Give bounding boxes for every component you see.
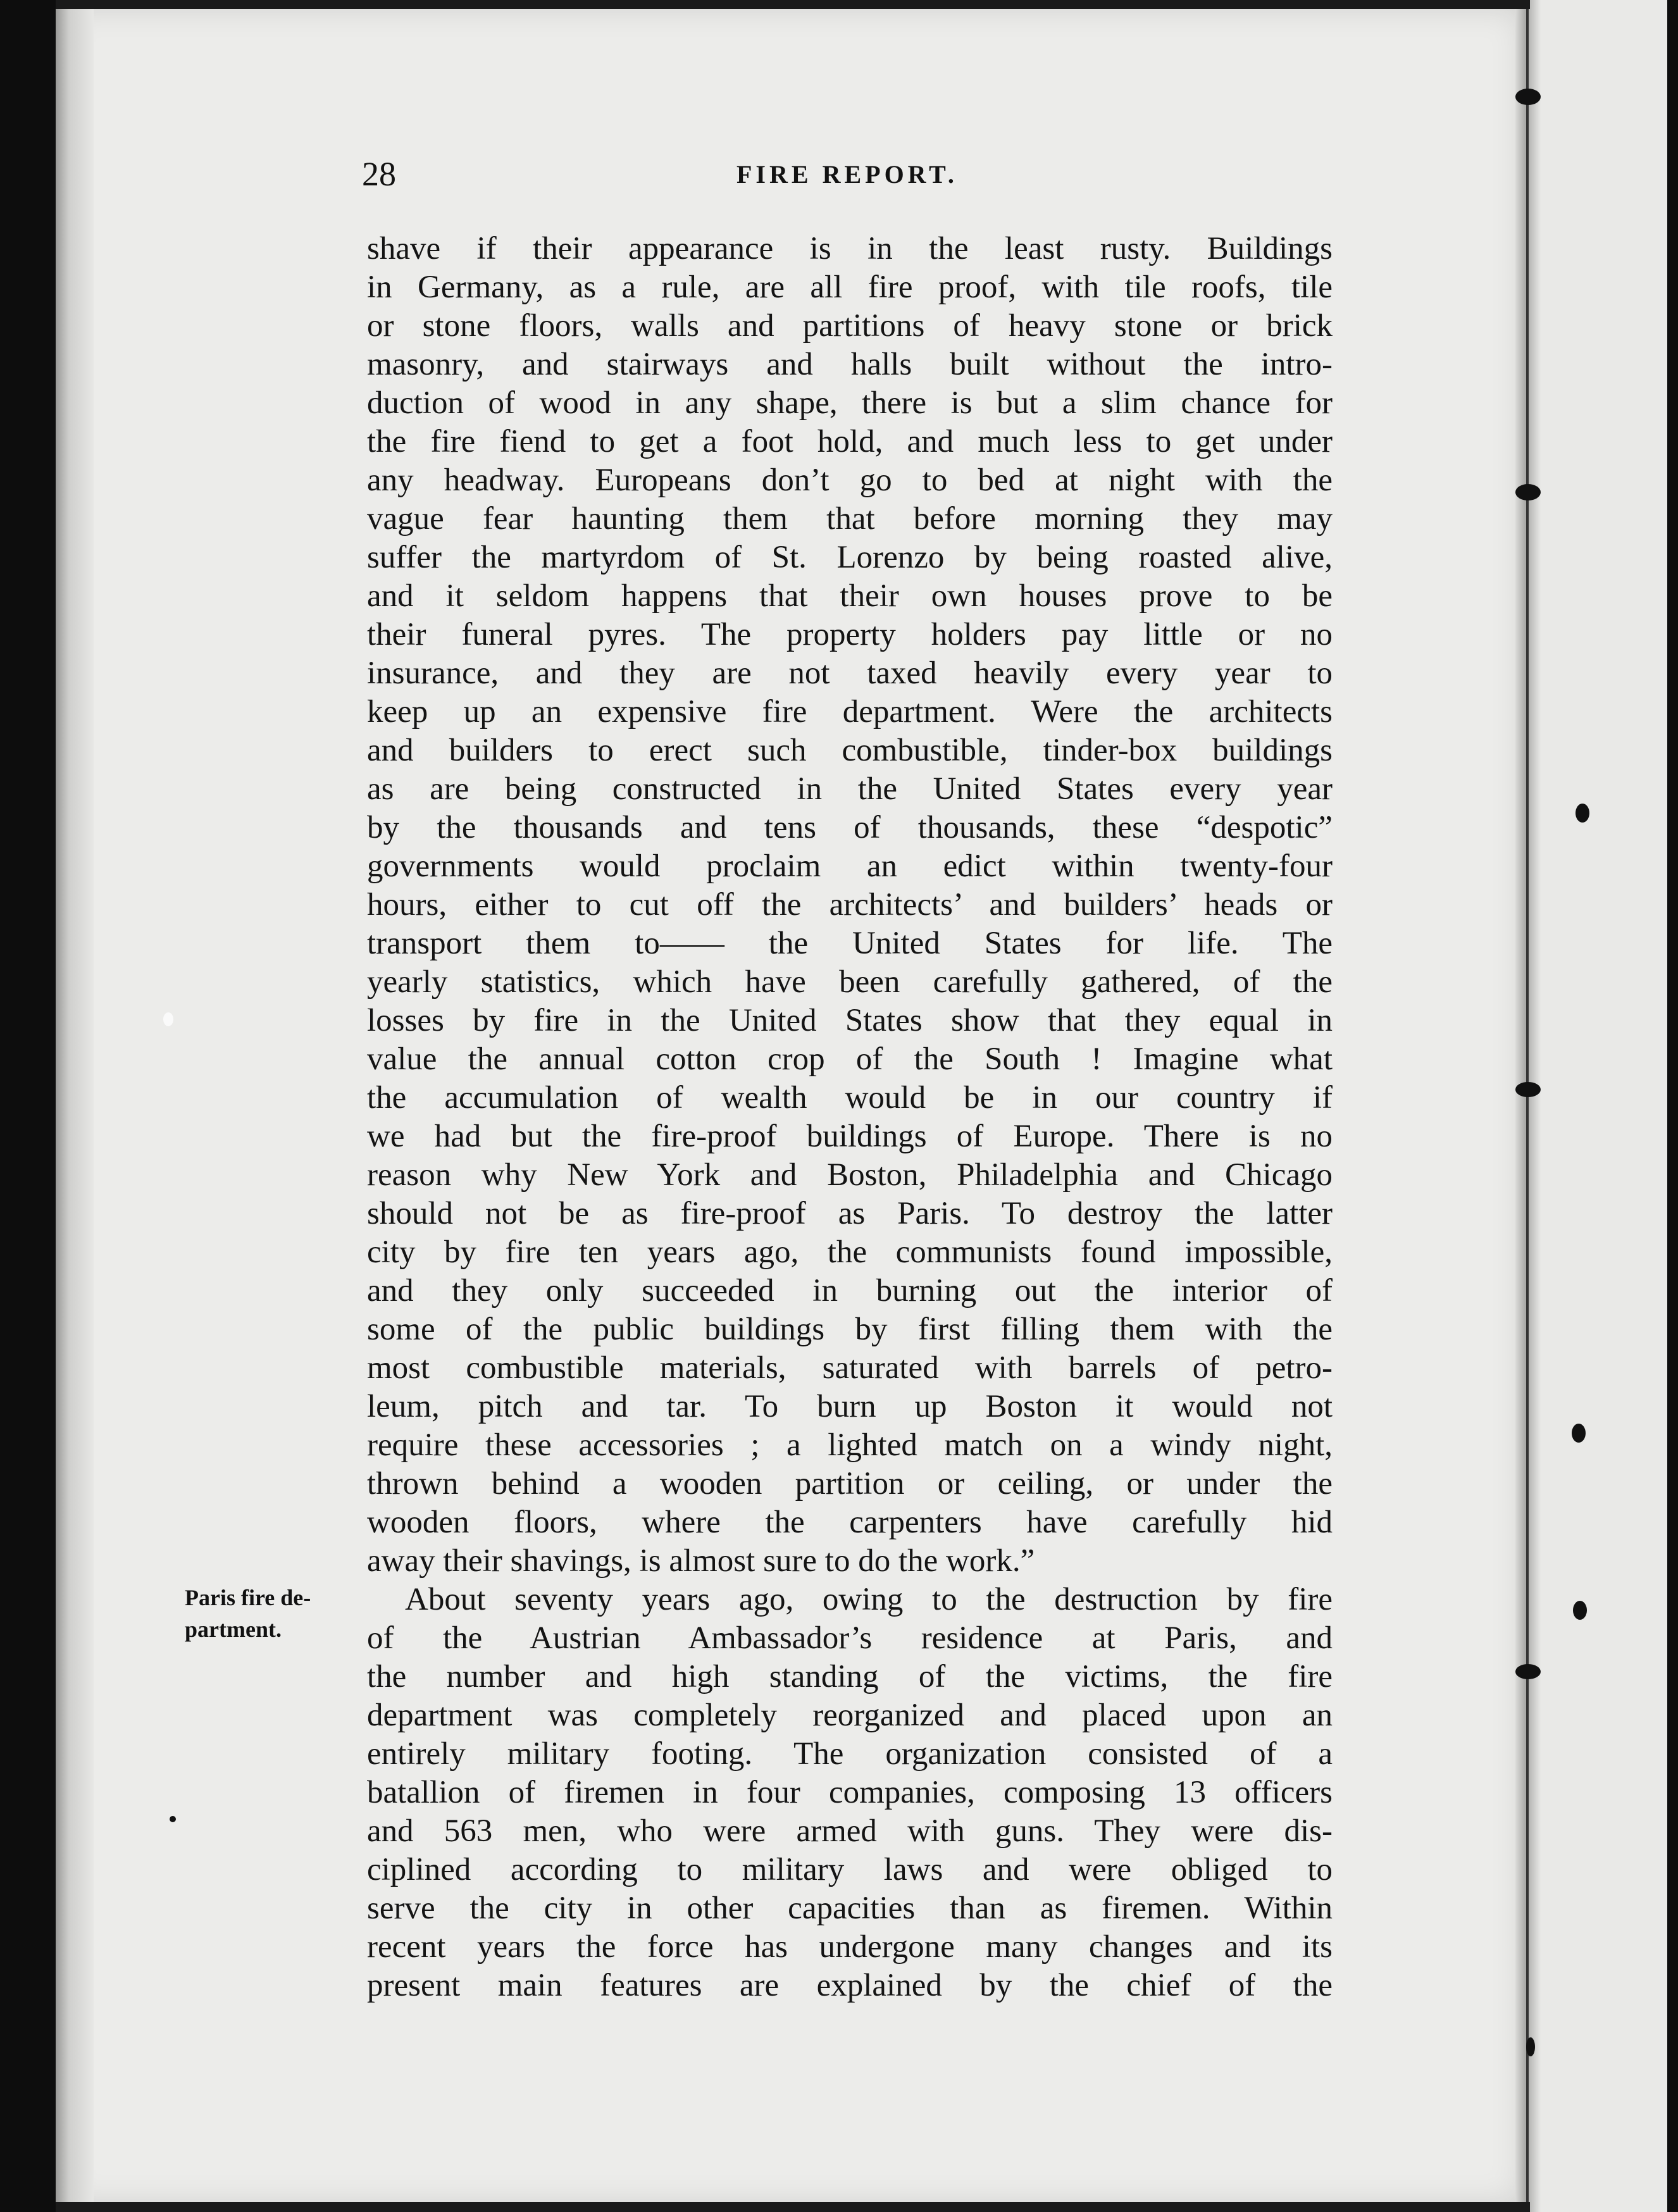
text-line: transport them to—— the United States for life. The [367,926,1333,961]
text-line: the number and high standing of the victims, the fire [367,1659,1333,1694]
text-line: duction of wood in any shape, there is but a slim chance for [367,385,1333,421]
text-line: and builders to erect such combustible, tinder-box buildings [367,733,1333,768]
running-head: FIRE REPORT. [736,160,958,189]
text-line: should not be as fire-proof as Paris. To destroy the latter [367,1196,1333,1231]
page-number: 28 [362,155,396,193]
scan-top-border [56,0,1530,9]
text-line: insurance, and they are not taxed heavily every year to [367,656,1333,691]
text-line: and they only succeeded in burning out the interior of [367,1273,1333,1308]
scan-speck [1515,1664,1541,1679]
text-line: department was completely reorganized and placed upon an [367,1698,1333,1733]
text-line: most combustible materials, saturated with barrels of petro- [367,1350,1333,1386]
text-line: reason why New York and Boston, Philadelphia and Chicago [367,1157,1333,1193]
scan-speck [1515,484,1541,500]
text-line: hours, either to cut off the architects’ and builders’ heads or [367,887,1333,923]
text-line: losses by fire in the United States show that they equal in [367,1003,1333,1038]
text-line: as are being constructed in the United States every year [367,771,1333,807]
text-line: in Germany, as a rule, are all fire proof, with tile roofs, tile [367,270,1333,305]
scan-bottom-border [56,2202,1530,2212]
marginal-note-line: Paris fire de- [185,1585,311,1610]
text-line: yearly statistics, which have been carefully gathered, of the [367,964,1333,1000]
text-line: masonry, and stairways and halls built without the intro- [367,347,1333,382]
text-line: by the thousands and tens of thousands, these “despotic” [367,810,1333,845]
text-line: the fire fiend to get a foot hold, and much less to get under [367,424,1333,459]
text-line: present main features are explained by the chief of the [367,1968,1333,2003]
text-line: or stone floors, walls and partitions of heavy stone or brick [367,308,1333,344]
adjacent-page-edge [1541,0,1667,2212]
scan-speck [1526,2037,1535,2056]
body-text [367,230,1333,2005]
text-line: leum, pitch and tar. To burn up Boston it would not [367,1389,1333,1424]
text-line: require these accessories ; a lighted match on a windy night, [367,1427,1333,1463]
text-line: governments would proclaim an edict within twenty-four [367,848,1333,884]
scan-speck [163,1012,173,1026]
marginal-note-line: partment. [185,1617,282,1642]
page-gutter-shadow [56,0,94,2212]
scan-speck [1572,1424,1586,1443]
scan-speck [1575,804,1589,823]
text-line: entirely military footing. The organization consisted of a [367,1736,1333,1772]
scan-speck [170,1816,176,1822]
text-line: shave if their appearance is in the least rusty. Buildings [367,231,1333,266]
text-line: keep up an expensive fire department. Were the architects [367,694,1333,730]
marginal-note [185,1582,375,1645]
text-line: city by fire ten years ago, the communists found impossible, [367,1234,1333,1270]
text-line: batallion of firemen in four companies, composing 13 officers [367,1775,1333,1810]
page-header [362,154,1336,198]
scan-speck [1515,89,1541,105]
text-line: some of the public buildings by first filling them with the [367,1312,1333,1347]
text-line: any headway. Europeans don’t go to bed at night with the [367,463,1333,498]
text-line: suffer the martyrdom of St. Lorenzo by being roasted alive, [367,540,1333,575]
scan-speck [1573,1601,1587,1620]
text-line: away their shavings, is almost sure to do the work.” [367,1543,1035,1579]
text-line: we had but the fire-proof buildings of Europe. There is no [367,1119,1333,1154]
text-line: wooden floors, where the carpenters have carefully hid [367,1505,1333,1540]
paragraph-first-line: About seventy years ago, owing to the destruction by fire [405,1582,1333,1617]
text-line: vague fear haunting them that before morning they may [367,501,1333,537]
text-line: recent years the force has undergone many changes and its [367,1929,1333,1965]
text-line: serve the city in other capacities than as firemen. Within [367,1891,1333,1926]
fold-line [1526,0,1529,2212]
text-line: value the annual cotton crop of the South ! Imagine what [367,1041,1333,1077]
text-line: ciplined according to military laws and were obliged to [367,1852,1333,1887]
text-line: their funeral pyres. The property holders pay little or no [367,617,1333,652]
text-line: and 563 men, who were armed with guns. They were dis- [367,1813,1333,1849]
scan-speck [1515,1082,1541,1097]
text-line: the accumulation of wealth would be in our country if [367,1080,1333,1115]
text-line: of the Austrian Ambassador’s residence at Paris, and [367,1620,1333,1656]
text-line: and it seldom happens that their own houses prove to be [367,578,1333,614]
text-line: thrown behind a wooden partition or ceiling, or under the [367,1466,1333,1501]
